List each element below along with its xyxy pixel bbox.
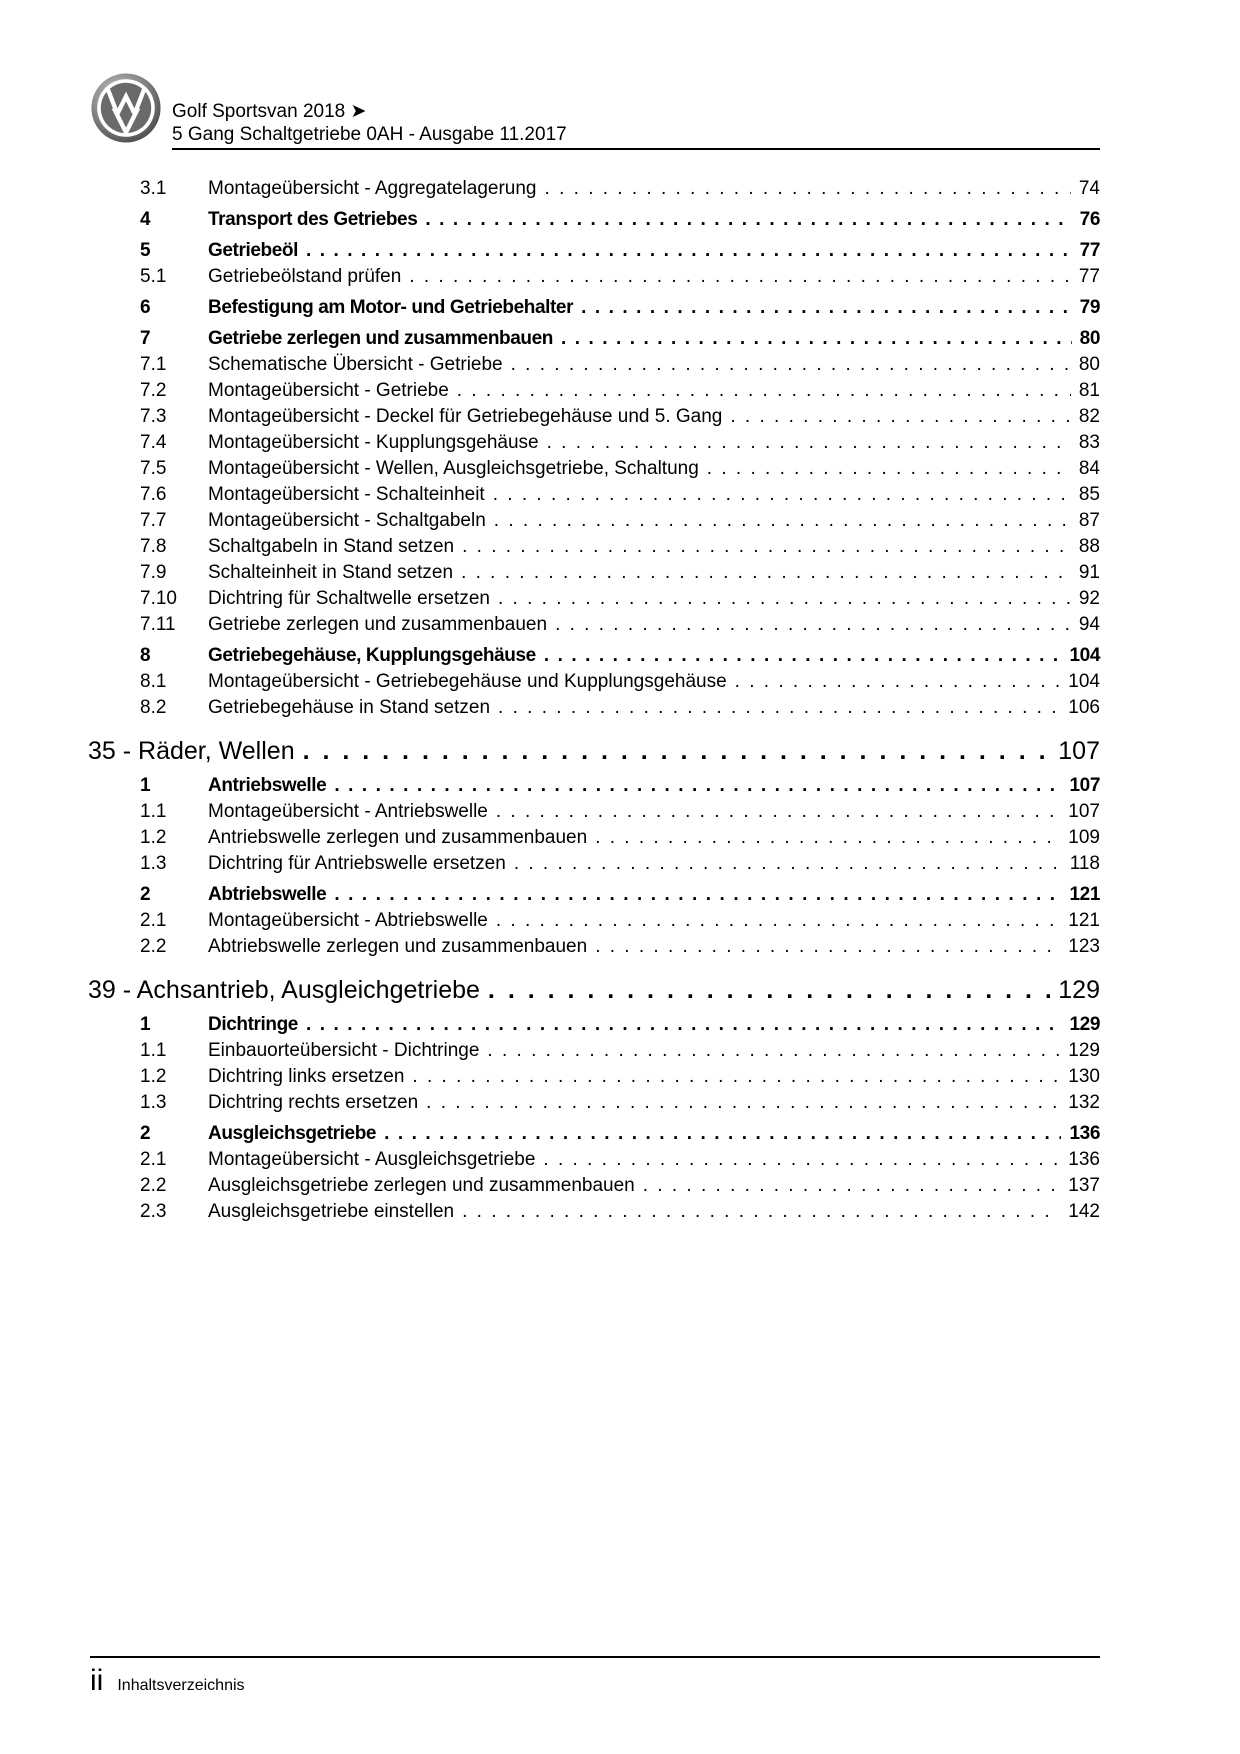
table-of-contents (88, 176, 1100, 1225)
toc-entry-title: Ausgleichsgetriebe (208, 1123, 377, 1144)
toc-dot-leader (511, 352, 1071, 378)
header-divider (172, 148, 1100, 150)
toc-entry-title: Dichtring links ersetzen (208, 1066, 405, 1087)
toc-entry-page: 132 (1068, 1092, 1100, 1113)
toc-entry-number: 1.3 (140, 853, 167, 874)
toc-dot-leader (461, 560, 1071, 586)
toc-entry-number: 5.1 (140, 266, 167, 287)
toc-dot-leader (498, 695, 1060, 721)
toc-entry-page: 118 (1069, 853, 1100, 874)
toc-entry-title: Montageübersicht - Schaltgabeln (208, 510, 486, 531)
toc-entry-title: Montageübersicht - Schalteinheit (208, 484, 485, 505)
toc-dot-leader (707, 456, 1071, 482)
toc-entry-page: 136 (1068, 1149, 1100, 1170)
toc-entry-section[interactable] (88, 176, 1100, 202)
toc-entry-section[interactable] (88, 1147, 1100, 1173)
toc-dot-leader (547, 430, 1071, 456)
toc-entry-page: 104 (1069, 645, 1100, 666)
toc-entry-number: 2 (140, 1123, 151, 1144)
toc-entry-page: 107 (1058, 737, 1100, 765)
toc-entry-title: Antriebswelle (208, 775, 327, 796)
toc-entry-title: Montageübersicht - Kupplungsgehäuse (208, 432, 539, 453)
toc-entry-page: 142 (1068, 1201, 1100, 1222)
toc-entry-page: 129 (1069, 1014, 1100, 1035)
toc-entry-number: 1.1 (140, 801, 167, 822)
toc-entry-number: 7 (140, 328, 151, 349)
toc-entry-number: 3.1 (140, 178, 167, 199)
toc-entry-page: 129 (1068, 1040, 1100, 1061)
toc-dot-leader (462, 534, 1071, 560)
toc-entry-page: 74 (1078, 178, 1100, 199)
toc-entry-page: 130 (1068, 1066, 1100, 1087)
toc-entry-section[interactable] (88, 934, 1100, 960)
toc-entry-page: 79 (1079, 297, 1100, 318)
toc-entry-chapter[interactable] (88, 202, 1100, 233)
toc-entry-section[interactable] (88, 404, 1100, 430)
toc-entry-page: 76 (1079, 209, 1100, 230)
toc-dot-leader (514, 851, 1062, 877)
toc-entry-chapter[interactable] (88, 877, 1100, 908)
footer-label: Inhaltsverzeichnis (117, 1677, 245, 1694)
toc-dot-leader (581, 290, 1072, 325)
toc-entry-number: 1.1 (140, 1040, 167, 1061)
toc-dot-leader (409, 264, 1071, 290)
toc-entry-title: Getriebegehäuse in Stand setzen (208, 697, 491, 718)
toc-entry-title: 35 - Räder, Wellen (88, 737, 295, 765)
footer-page-number: ii (90, 1664, 104, 1697)
toc-entry-number: 8 (140, 645, 151, 666)
toc-entry-page: 104 (1068, 671, 1100, 692)
toc-entry-number: 2.2 (140, 1175, 167, 1196)
toc-dot-leader (487, 1038, 1060, 1064)
toc-dot-leader (426, 1090, 1060, 1116)
toc-entry-section[interactable] (88, 1199, 1100, 1225)
toc-entry-section[interactable] (88, 612, 1100, 638)
toc-entry-title: Montageübersicht - Getriebe (208, 380, 449, 401)
toc-entry-number: 8.2 (140, 697, 167, 718)
toc-entry-title: Montageübersicht - Aggregatelagerung (208, 178, 537, 199)
toc-entry-title: 39 - Achsantrieb, Ausgleichgetriebe (88, 976, 480, 1004)
toc-dot-leader (595, 825, 1060, 851)
toc-entry-section[interactable] (88, 456, 1100, 482)
toc-entry-section[interactable] (88, 586, 1100, 612)
toc-entry-title: Dichtring für Antriebswelle ersetzen (208, 853, 506, 874)
toc-entry-section[interactable] (88, 695, 1100, 721)
toc-entry-chapter[interactable] (88, 290, 1100, 321)
toc-entry-section[interactable] (88, 669, 1100, 695)
toc-entry-page: 107 (1068, 801, 1100, 822)
toc-entry-title: Einbauorteübersicht - Dichtringe (208, 1040, 480, 1061)
toc-entry-section[interactable] (88, 352, 1100, 378)
toc-dot-leader (545, 176, 1071, 202)
toc-entry-number: 1.2 (140, 827, 167, 848)
toc-dot-leader (543, 1147, 1060, 1173)
toc-entry-title: Getriebeölstand prüfen (208, 266, 402, 287)
toc-entry-page: 88 (1078, 536, 1100, 557)
toc-entry-number: 7.5 (140, 458, 167, 479)
toc-entry-page: 83 (1078, 432, 1100, 453)
toc-dot-leader (595, 934, 1060, 960)
toc-entry-title: Montageübersicht - Abtriebswelle (208, 910, 488, 931)
toc-entry-title: Schematische Übersicht - Getriebe (208, 354, 503, 375)
toc-entry-section[interactable] (88, 264, 1100, 290)
toc-entry-title: Getriebegehäuse, Kupplungsgehäuse (208, 645, 536, 666)
toc-entry-title: Getriebeöl (208, 240, 298, 261)
toc-entry-title: Abtriebswelle zerlegen und zusammenbauen (208, 936, 588, 957)
header-model: Golf Sportsvan 2018 ➤ (172, 101, 367, 122)
toc-dot-leader (555, 612, 1071, 638)
toc-entry-title: Getriebe zerlegen und zusammenbauen (208, 328, 553, 349)
toc-dot-leader (544, 638, 1062, 673)
toc-entry-number: 1.2 (140, 1066, 167, 1087)
toc-entry-title: Montageübersicht - Wellen, Ausgleichsgetriebe, Schaltung (208, 458, 699, 479)
toc-entry-number: 6 (140, 297, 151, 318)
toc-entry-section[interactable] (88, 430, 1100, 456)
toc-entry-number: 2.3 (140, 1201, 167, 1222)
toc-dot-leader (730, 404, 1070, 430)
toc-entry-number: 7.9 (140, 562, 167, 583)
toc-entry-page: 84 (1078, 458, 1100, 479)
toc-entry-number: 7.1 (140, 354, 167, 375)
toc-entry-title: Montageübersicht - Ausgleichsgetriebe (208, 1149, 536, 1170)
toc-entry-number: 7.2 (140, 380, 167, 401)
toc-entry-number: 7.6 (140, 484, 167, 505)
toc-dot-leader (496, 799, 1060, 825)
toc-entry-page: 77 (1078, 266, 1100, 287)
toc-entry-page: 121 (1069, 884, 1100, 905)
toc-entry-title: Montageübersicht - Deckel für Getriebegehäuse und 5. Gang (208, 406, 723, 427)
toc-entry-title: Abtriebswelle (208, 884, 327, 905)
toc-dot-leader (306, 233, 1072, 268)
toc-entry-number: 7.7 (140, 510, 167, 531)
toc-entry-section[interactable] (88, 1064, 1100, 1090)
toc-entry-number: 7.8 (140, 536, 167, 557)
toc-entry-page: 123 (1068, 936, 1100, 957)
toc-entry-title: Getriebe zerlegen und zusammenbauen (208, 614, 548, 635)
toc-entry-section[interactable] (88, 482, 1100, 508)
toc-entry-page: 129 (1058, 976, 1100, 1004)
toc-entry-title: Dichtring rechts ersetzen (208, 1092, 419, 1113)
toc-entry-page: 109 (1068, 827, 1100, 848)
toc-dot-leader (498, 586, 1071, 612)
toc-entry-section[interactable] (88, 378, 1100, 404)
toc-entry-number: 2.1 (140, 1149, 167, 1170)
toc-dot-leader (412, 1064, 1060, 1090)
toc-entry-chapter[interactable] (88, 1007, 1100, 1038)
toc-entry-section[interactable] (88, 851, 1100, 877)
vw-logo-icon (90, 72, 162, 144)
toc-entry-title: Montageübersicht - Antriebswelle (208, 801, 488, 822)
toc-entry-number: 5 (140, 240, 151, 261)
toc-entry-page: 80 (1078, 354, 1100, 375)
toc-entry-title: Ausgleichsgetriebe einstellen (208, 1201, 455, 1222)
toc-entry-page: 92 (1078, 588, 1100, 609)
toc-entry-number: 2.2 (140, 936, 167, 957)
toc-entry-section[interactable] (88, 1090, 1100, 1116)
toc-entry-section[interactable] (88, 908, 1100, 934)
toc-dot-leader (493, 482, 1071, 508)
toc-entry-page: 85 (1078, 484, 1100, 505)
toc-entry-section[interactable] (88, 825, 1100, 851)
toc-entry-page: 137 (1068, 1175, 1100, 1196)
toc-entry-title: Dichtring für Schaltwelle ersetzen (208, 588, 490, 609)
toc-entry-chapter[interactable] (88, 768, 1100, 799)
toc-entry-page: 107 (1069, 775, 1100, 796)
toc-entry-page: 81 (1078, 380, 1100, 401)
toc-entry-page: 121 (1068, 910, 1100, 931)
toc-entry-title: Transport des Getriebes (208, 209, 418, 230)
toc-entry-title: Schalteinheit in Stand setzen (208, 562, 454, 583)
toc-dot-leader (735, 669, 1061, 695)
toc-entry-page: 106 (1068, 697, 1100, 718)
toc-entry-title: Ausgleichsgetriebe zerlegen und zusammenbauen (208, 1175, 635, 1196)
toc-dot-leader (643, 1173, 1061, 1199)
toc-dot-leader (496, 908, 1060, 934)
toc-dot-leader (334, 768, 1061, 803)
toc-entry-page: 94 (1078, 614, 1100, 635)
toc-dot-leader (462, 1199, 1060, 1225)
toc-entry-page: 77 (1079, 240, 1100, 261)
header-subtitle: 5 Gang Schaltgetriebe 0AH - Ausgabe 11.2017 (172, 124, 567, 145)
toc-entry-part[interactable] (88, 721, 1100, 768)
toc-entry-number: 1 (140, 1014, 151, 1035)
toc-dot-leader (561, 321, 1072, 356)
toc-entry-number: 7.4 (140, 432, 167, 453)
toc-entry-section[interactable] (88, 534, 1100, 560)
toc-entry-chapter[interactable] (88, 233, 1100, 264)
toc-dot-leader (384, 1116, 1061, 1151)
toc-entry-page: 136 (1069, 1123, 1100, 1144)
toc-entry-chapter[interactable] (88, 1116, 1100, 1147)
page-footer (90, 1664, 245, 1698)
toc-entry-page: 80 (1079, 328, 1100, 349)
toc-entry-number: 1 (140, 775, 151, 796)
toc-entry-page: 87 (1078, 510, 1100, 531)
footer-divider (90, 1656, 1100, 1658)
toc-entry-title: Dichtringe (208, 1014, 298, 1035)
toc-entry-number: 7.3 (140, 406, 167, 427)
toc-entry-page: 91 (1078, 562, 1100, 583)
toc-entry-chapter[interactable] (88, 638, 1100, 669)
toc-entry-number: 7.11 (140, 614, 176, 635)
toc-entry-number: 7.10 (140, 588, 177, 609)
toc-entry-number: 8.1 (140, 671, 167, 692)
toc-entry-title: Befestigung am Motor- und Getriebehalter (208, 297, 574, 318)
toc-dot-leader (494, 508, 1071, 534)
toc-entry-chapter[interactable] (88, 321, 1100, 352)
toc-entry-number: 2.1 (140, 910, 167, 931)
toc-entry-number: 4 (140, 209, 151, 230)
toc-entry-number: 2 (140, 884, 151, 905)
toc-entry-section[interactable] (88, 508, 1100, 534)
toc-dot-leader (306, 1007, 1062, 1042)
toc-entry-title: Antriebswelle zerlegen und zusammenbauen (208, 827, 588, 848)
toc-entry-number: 1.3 (140, 1092, 167, 1113)
toc-dot-leader (457, 378, 1071, 404)
page-header (90, 70, 1100, 152)
toc-entry-title: Schaltgabeln in Stand setzen (208, 536, 455, 557)
toc-entry-title: Montageübersicht - Getriebegehäuse und Kupplungsgehäuse (208, 671, 727, 692)
toc-dot-leader (425, 202, 1071, 237)
toc-entry-section[interactable] (88, 560, 1100, 586)
toc-dot-leader (334, 877, 1061, 912)
toc-entry-section[interactable] (88, 1038, 1100, 1064)
toc-entry-section[interactable] (88, 799, 1100, 825)
toc-entry-section[interactable] (88, 1173, 1100, 1199)
toc-entry-page: 82 (1078, 406, 1100, 427)
toc-entry-part[interactable] (88, 960, 1100, 1007)
